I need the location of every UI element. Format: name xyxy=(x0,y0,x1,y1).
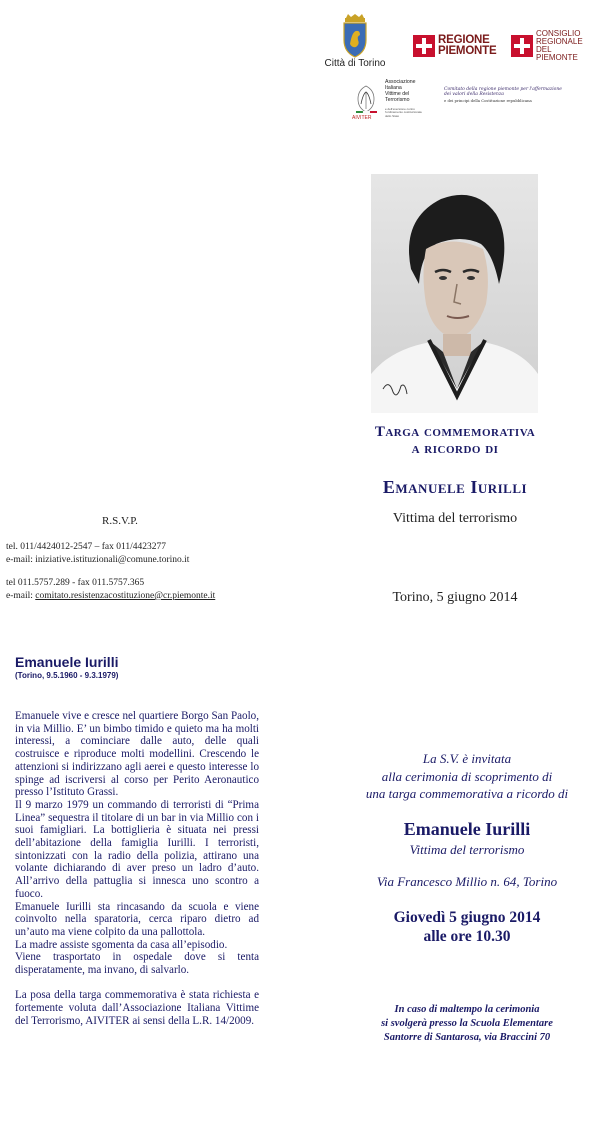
portrait-photo xyxy=(371,174,538,413)
consiglio-line-1: CONSIGLIO xyxy=(536,29,581,38)
invitation-address: Via Francesco Millio n. 64, Torino xyxy=(376,874,558,889)
consiglio-regionale-logo xyxy=(511,29,589,62)
rsvp-email-1[interactable]: iniziative.istituzionali@comune.torino.it xyxy=(35,555,190,565)
bio-paragraph: Il 9 marzo 1979 un commando di terroristi di “Prima Linea” sequestra il titolare di un bar in via Millio con i suoi famigliari. La bottiglieria è situata nei pressi dell’abitazione della famiglia Iurilli. I terroristi, sintonizzati con la radio della polizia, attirano una volante dichiarando di aver preso un ladro d’auto. All’arrivo della pattuglia si innesca uno scontro a fuoco. xyxy=(15,798,259,900)
aiviter-logo xyxy=(346,78,424,123)
invitation-line-1: La S.V. è invitata xyxy=(422,751,512,766)
aiviter-subtitle: e dell'eversione contro l'ordinamento costituzionale dello Stato xyxy=(385,107,422,118)
bio-paragraph: Emanuele vive e cresce nel quartiere Borgo San Paolo, in via Millio. E’ un bimbo timido e quieto ma ha molti interessi, a cominciare dalle auto, delle quali costruisce e riproduce molti modellini. Crescendo le attenzioni si indirizzano agli aerei e questo interesse lo spinge ad iscriversi al corso per Perito Aeronautico presso l’Istituto Grassi. xyxy=(15,710,259,799)
rsvp-email-2-row xyxy=(6,591,215,602)
rsvp-email-2-label: e-mail: xyxy=(6,591,33,601)
invitation-line-3: una targa commemorativa a ricordo di xyxy=(365,786,569,801)
targa-title-line-2: a ricordo di xyxy=(411,441,499,457)
regione-line-2: PIEMONTE xyxy=(438,45,497,57)
invitation-date-line-1: Giovedì 5 giugno 2014 xyxy=(393,909,541,926)
aiviter-emblem-icon xyxy=(352,84,380,114)
aiviter-text-line-4: Terrorismo xyxy=(385,96,410,103)
rsvp-title: R.S.V.P. xyxy=(102,515,138,527)
aiviter-text-line-1: Associazione xyxy=(385,79,416,85)
invitation-subtitle: Vittima del terrorismo xyxy=(409,842,525,857)
maltempo-line-3: Santorre di Santarosa, via Braccini 70 xyxy=(383,1031,551,1043)
consiglio-line-2: REGIONALE xyxy=(536,37,583,46)
bio-paragraph: Emanuele Iurilli sta rincasando da scuola e viene coinvolto nella sparatoria, cerca riparo dietro ad un’auto ma viene colpito da una pallottola. xyxy=(15,900,259,938)
aiviter-text-line-2: Italiana xyxy=(385,84,402,91)
rsvp-tel-1: tel. 011/4424012-2547 – fax 011/4423277 xyxy=(6,542,166,552)
invitation-text xyxy=(338,750,596,803)
bio-paragraph: Viene trasportato in ospedale dove si tenta disperatamente, ma invano, di salvarlo. xyxy=(15,951,259,977)
header-subtitle: Vittima del terrorismo xyxy=(392,511,518,526)
rsvp-tel-2: tel 011.5757.289 - fax 011.5757.365 xyxy=(6,578,145,588)
aiviter-text-line-3: Vittime del xyxy=(385,90,410,97)
consiglio-line-3: DEL PIEMONTE xyxy=(536,45,578,62)
regione-line-1: REGIONE xyxy=(438,33,490,46)
maltempo-line-1: In caso di maltempo la cerimonia xyxy=(394,1004,540,1015)
comitato-subtitle: e dei principi della Costituzione repubblicana xyxy=(444,98,532,103)
regione-piemonte-logo xyxy=(413,33,495,59)
bio-dates: (Torino, 9.5.1960 - 9.3.1979) xyxy=(15,671,119,680)
invitation-name: Emanuele Iurilli xyxy=(403,819,531,839)
invitation-time: alle ore 10.30 xyxy=(423,927,511,945)
bio-text xyxy=(15,710,259,1028)
targa-title-line-1: Targa commemorativa xyxy=(374,424,536,440)
consiglio-flag-icon xyxy=(511,35,533,57)
invitation-date xyxy=(338,909,596,946)
torino-crest-logo xyxy=(340,14,370,58)
maltempo-line-2: si svolgerà presso la Scuola Elementare xyxy=(381,1017,553,1029)
rsvp-email-1-row xyxy=(6,555,189,566)
citta-di-torino-label: Città di Torino xyxy=(324,58,386,69)
bio-paragraph: La posa della targa commemorativa è stata richiesta e fortemente voluta dall’Associazione Italiana Vittime del Terrorismo, AIVITER ai sensi della L.R. 14/2009. xyxy=(15,989,259,1027)
rsvp-email-2-link[interactable]: comitato.resistenzacostituzione@cr.piemonte.it xyxy=(35,591,216,601)
comitato-title: Comitato della regione piemonte per l'affermazione dei valori della Resistenza xyxy=(444,87,562,97)
header-name: Emanuele Iurilli xyxy=(382,477,528,497)
rsvp-email-1-label: e-mail: xyxy=(6,555,33,565)
regione-flag-icon xyxy=(413,35,435,57)
comitato-resistenza-logo xyxy=(444,85,566,115)
header-date: Torino, 5 giugno 2014 xyxy=(392,590,518,605)
bio-paragraph: La madre assiste sgomenta da casa all’episodio. xyxy=(15,938,228,951)
maltempo-note xyxy=(338,1003,596,1044)
bio-name: Emanuele Iurilli xyxy=(15,654,119,670)
aiviter-name: AIVITER xyxy=(352,115,372,121)
invitation-line-2: alla cerimonia di scoprimento di xyxy=(381,768,553,784)
